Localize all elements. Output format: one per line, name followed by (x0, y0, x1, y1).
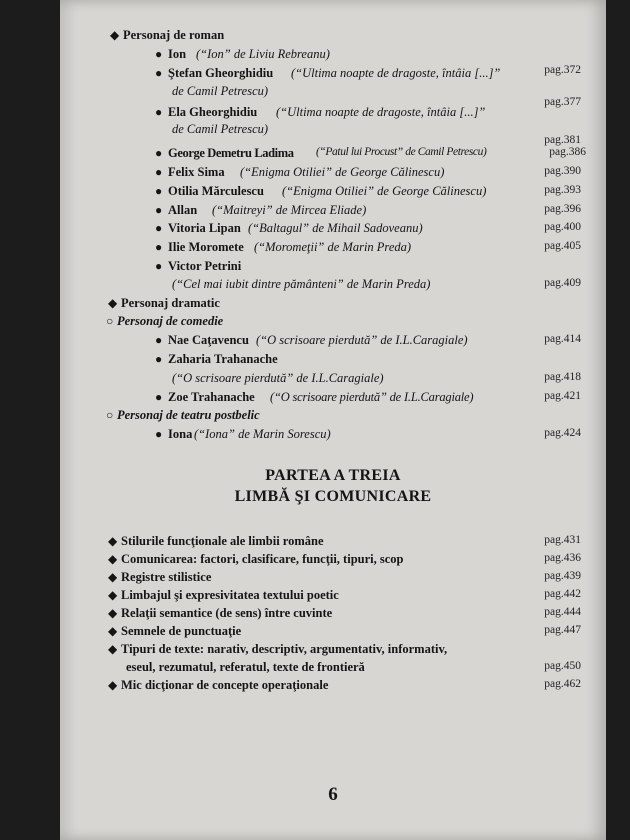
dot-bullet-icon: ● (155, 221, 163, 235)
entry-source: (“Enigma Otiliei” de George Călinescu) (240, 165, 445, 179)
page-ref: pag.462 (544, 678, 581, 690)
dot-bullet-icon: ● (155, 146, 163, 160)
page-ref: pag.424 (544, 427, 581, 439)
toc-entry (60, 352, 606, 370)
entry-title: George Demetru Ladima (168, 146, 294, 160)
entry-title: Personaj de teatru postbelic (117, 408, 260, 422)
page-ref: pag.409 (544, 277, 581, 289)
entry-source: (“O scrisoare pierdută” de I.L.Caragiale) (172, 371, 384, 385)
entry-title: Felix Sima (168, 165, 225, 179)
toc-entry (60, 333, 606, 351)
entry-title: Zaharia Trahanache (168, 352, 278, 366)
page-ref: pag.414 (544, 333, 581, 345)
entry-title: Semnele de punctuaţie (121, 624, 242, 638)
toc-entry (60, 427, 606, 445)
dot-bullet-icon: ● (155, 259, 163, 273)
page-ref: pag.439 (544, 570, 581, 582)
page-ref: pag.386 (549, 146, 586, 158)
part-heading: PARTEA A TREIA (265, 467, 401, 484)
entry-source: (“Ultima noapte de dragoste, întâia [...]” (291, 66, 501, 80)
entry-title: Registre stilistice (121, 570, 212, 584)
entry-title: Ştefan Gheorghidiu (168, 66, 274, 80)
diamond-bullet-icon: ◆ (108, 296, 118, 310)
entry-source: (“Maitreyi” de Mircea Eliade) (212, 203, 367, 217)
entry-source: (“Moromeţii” de Marin Preda) (254, 240, 412, 254)
toc-entry (60, 570, 606, 588)
entry-title: Tipuri de texte: narativ, descriptiv, argumentativ, informativ, (121, 642, 448, 656)
toc-entry (60, 146, 606, 164)
dot-bullet-icon: ● (155, 333, 163, 347)
part-subheading: LIMBĂ ŞI COMUNICARE (234, 488, 432, 505)
page-ref: pag.450 (544, 660, 581, 672)
page-ref: pag.390 (544, 165, 581, 177)
toc-entry-continuation (60, 660, 606, 678)
dot-bullet-icon: ● (155, 203, 163, 217)
entry-title: Vitoria Lipan (168, 221, 241, 235)
page-ref: pag.393 (544, 184, 581, 196)
page-ref: pag.431 (544, 534, 581, 546)
toc-entry (60, 221, 606, 239)
entry-title: Ela Gheorghidiu (168, 105, 258, 119)
diamond-bullet-icon: ◆ (108, 642, 118, 656)
toc-entry (60, 28, 606, 46)
dot-bullet-icon: ● (155, 352, 163, 366)
entry-source: (“O scrisoare pierdută” de I.L.Caragiale) (270, 390, 474, 404)
diamond-bullet-icon: ◆ (108, 552, 118, 566)
toc-entry (60, 203, 606, 221)
entry-title: Personaj de comedie (117, 314, 224, 328)
circle-bullet-icon: ○ (106, 408, 114, 422)
page-ref: pag.447 (544, 624, 581, 636)
entry-title: Mic dicţionar de concepte operaţionale (121, 678, 329, 692)
entry-source: de Camil Petrescu) (172, 84, 269, 98)
toc-entry (60, 588, 606, 606)
page-ref: pag.400 (544, 221, 581, 233)
entry-source: (“O scrisoare pierdută” de I.L.Caragiale) (256, 333, 468, 347)
page-ref: pag.372 (544, 64, 581, 76)
dot-bullet-icon: ● (155, 47, 163, 61)
toc-entry (60, 47, 606, 65)
entry-title: Zoe Trahanache (168, 390, 255, 404)
entry-title: Ilie Moromete (168, 240, 244, 254)
toc-entry (60, 606, 606, 624)
diamond-bullet-icon: ◆ (108, 606, 118, 620)
entry-title: Victor Petrini (168, 259, 242, 273)
entry-title: Limbajul şi expresivitatea textului poetic (121, 588, 339, 602)
entry-source: (“Ultima noapte de dragoste, întâia [...]” (276, 105, 486, 119)
toc-entry (60, 259, 606, 277)
diamond-bullet-icon: ◆ (108, 570, 118, 584)
entry-title: eseul, rezumatul, referatul, texte de frontieră (126, 660, 365, 674)
entry-title: Nae Caţavencu (168, 333, 249, 347)
toc-entry (60, 314, 606, 332)
entry-title: Ion (168, 47, 187, 61)
toc-entry (60, 408, 606, 426)
entry-title: Personaj de roman (123, 28, 225, 42)
entry-source: (“Enigma Otiliei” de George Călinescu) (282, 184, 487, 198)
page-ref: pag.418 (544, 371, 581, 383)
page-ref: pag.421 (544, 390, 581, 402)
entry-source: de Camil Petrescu) (172, 122, 269, 136)
circle-bullet-icon: ○ (106, 314, 114, 328)
page-ref: pag.436 (544, 552, 581, 564)
diamond-bullet-icon: ◆ (108, 534, 118, 548)
diamond-bullet-icon: ◆ (110, 28, 120, 42)
toc-entry (60, 105, 606, 123)
entry-source: (“Cel mai iubit dintre pământeni” de Marin Preda) (172, 277, 431, 291)
entry-title: Iona (168, 427, 193, 441)
entry-source: (“Baltagul” de Mihail Sadoveanu) (248, 221, 423, 235)
entry-title: Stilurile funcţionale ale limbii române (121, 534, 324, 548)
toc-entry-continuation (60, 277, 606, 295)
entry-source: (“Patul lui Procust” de Camil Petrescu) (316, 146, 487, 158)
dot-bullet-icon: ● (155, 240, 163, 254)
diamond-bullet-icon: ◆ (108, 588, 118, 602)
diamond-bullet-icon: ◆ (108, 624, 118, 638)
dot-bullet-icon: ● (155, 105, 163, 119)
entry-title: Otilia Mărculescu (168, 184, 264, 198)
dot-bullet-icon: ● (155, 66, 163, 80)
entry-title: Comunicarea: factori, clasificare, funcţii, tipuri, scop (121, 552, 404, 566)
entry-title: Allan (168, 203, 198, 217)
entry-title: Personaj dramatic (121, 296, 220, 310)
toc-entry (60, 534, 606, 552)
toc-entry (60, 624, 606, 642)
page-ref: pag.396 (544, 203, 581, 215)
toc-entry-continuation (60, 371, 606, 389)
dot-bullet-icon: ● (155, 427, 163, 441)
dot-bullet-icon: ● (155, 390, 163, 404)
toc-entry (60, 165, 606, 183)
page-ref: pag.405 (544, 240, 581, 252)
entry-source: (“Ion” de Liviu Rebreanu) (196, 47, 330, 61)
toc-entry (60, 642, 606, 660)
toc-entry (60, 678, 606, 696)
toc-entry (60, 240, 606, 258)
toc-entry (60, 390, 606, 408)
page-ref: pag.377 (544, 96, 581, 108)
book-page (60, 0, 606, 840)
toc-entry (60, 552, 606, 570)
toc-entry (60, 66, 606, 84)
toc-entry (60, 296, 606, 314)
dot-bullet-icon: ● (155, 165, 163, 179)
page-ref: pag.381 (544, 134, 581, 146)
entry-source: (“Iona” de Marin Sorescu) (194, 427, 331, 441)
dot-bullet-icon: ● (155, 184, 163, 198)
toc-entry (60, 184, 606, 202)
entry-title: Relaţii semantice (de sens) între cuvinte (121, 606, 333, 620)
page-ref: pag.442 (544, 588, 581, 600)
page-number: 6 (328, 784, 338, 805)
diamond-bullet-icon: ◆ (108, 678, 118, 692)
page-ref: pag.444 (544, 606, 581, 618)
